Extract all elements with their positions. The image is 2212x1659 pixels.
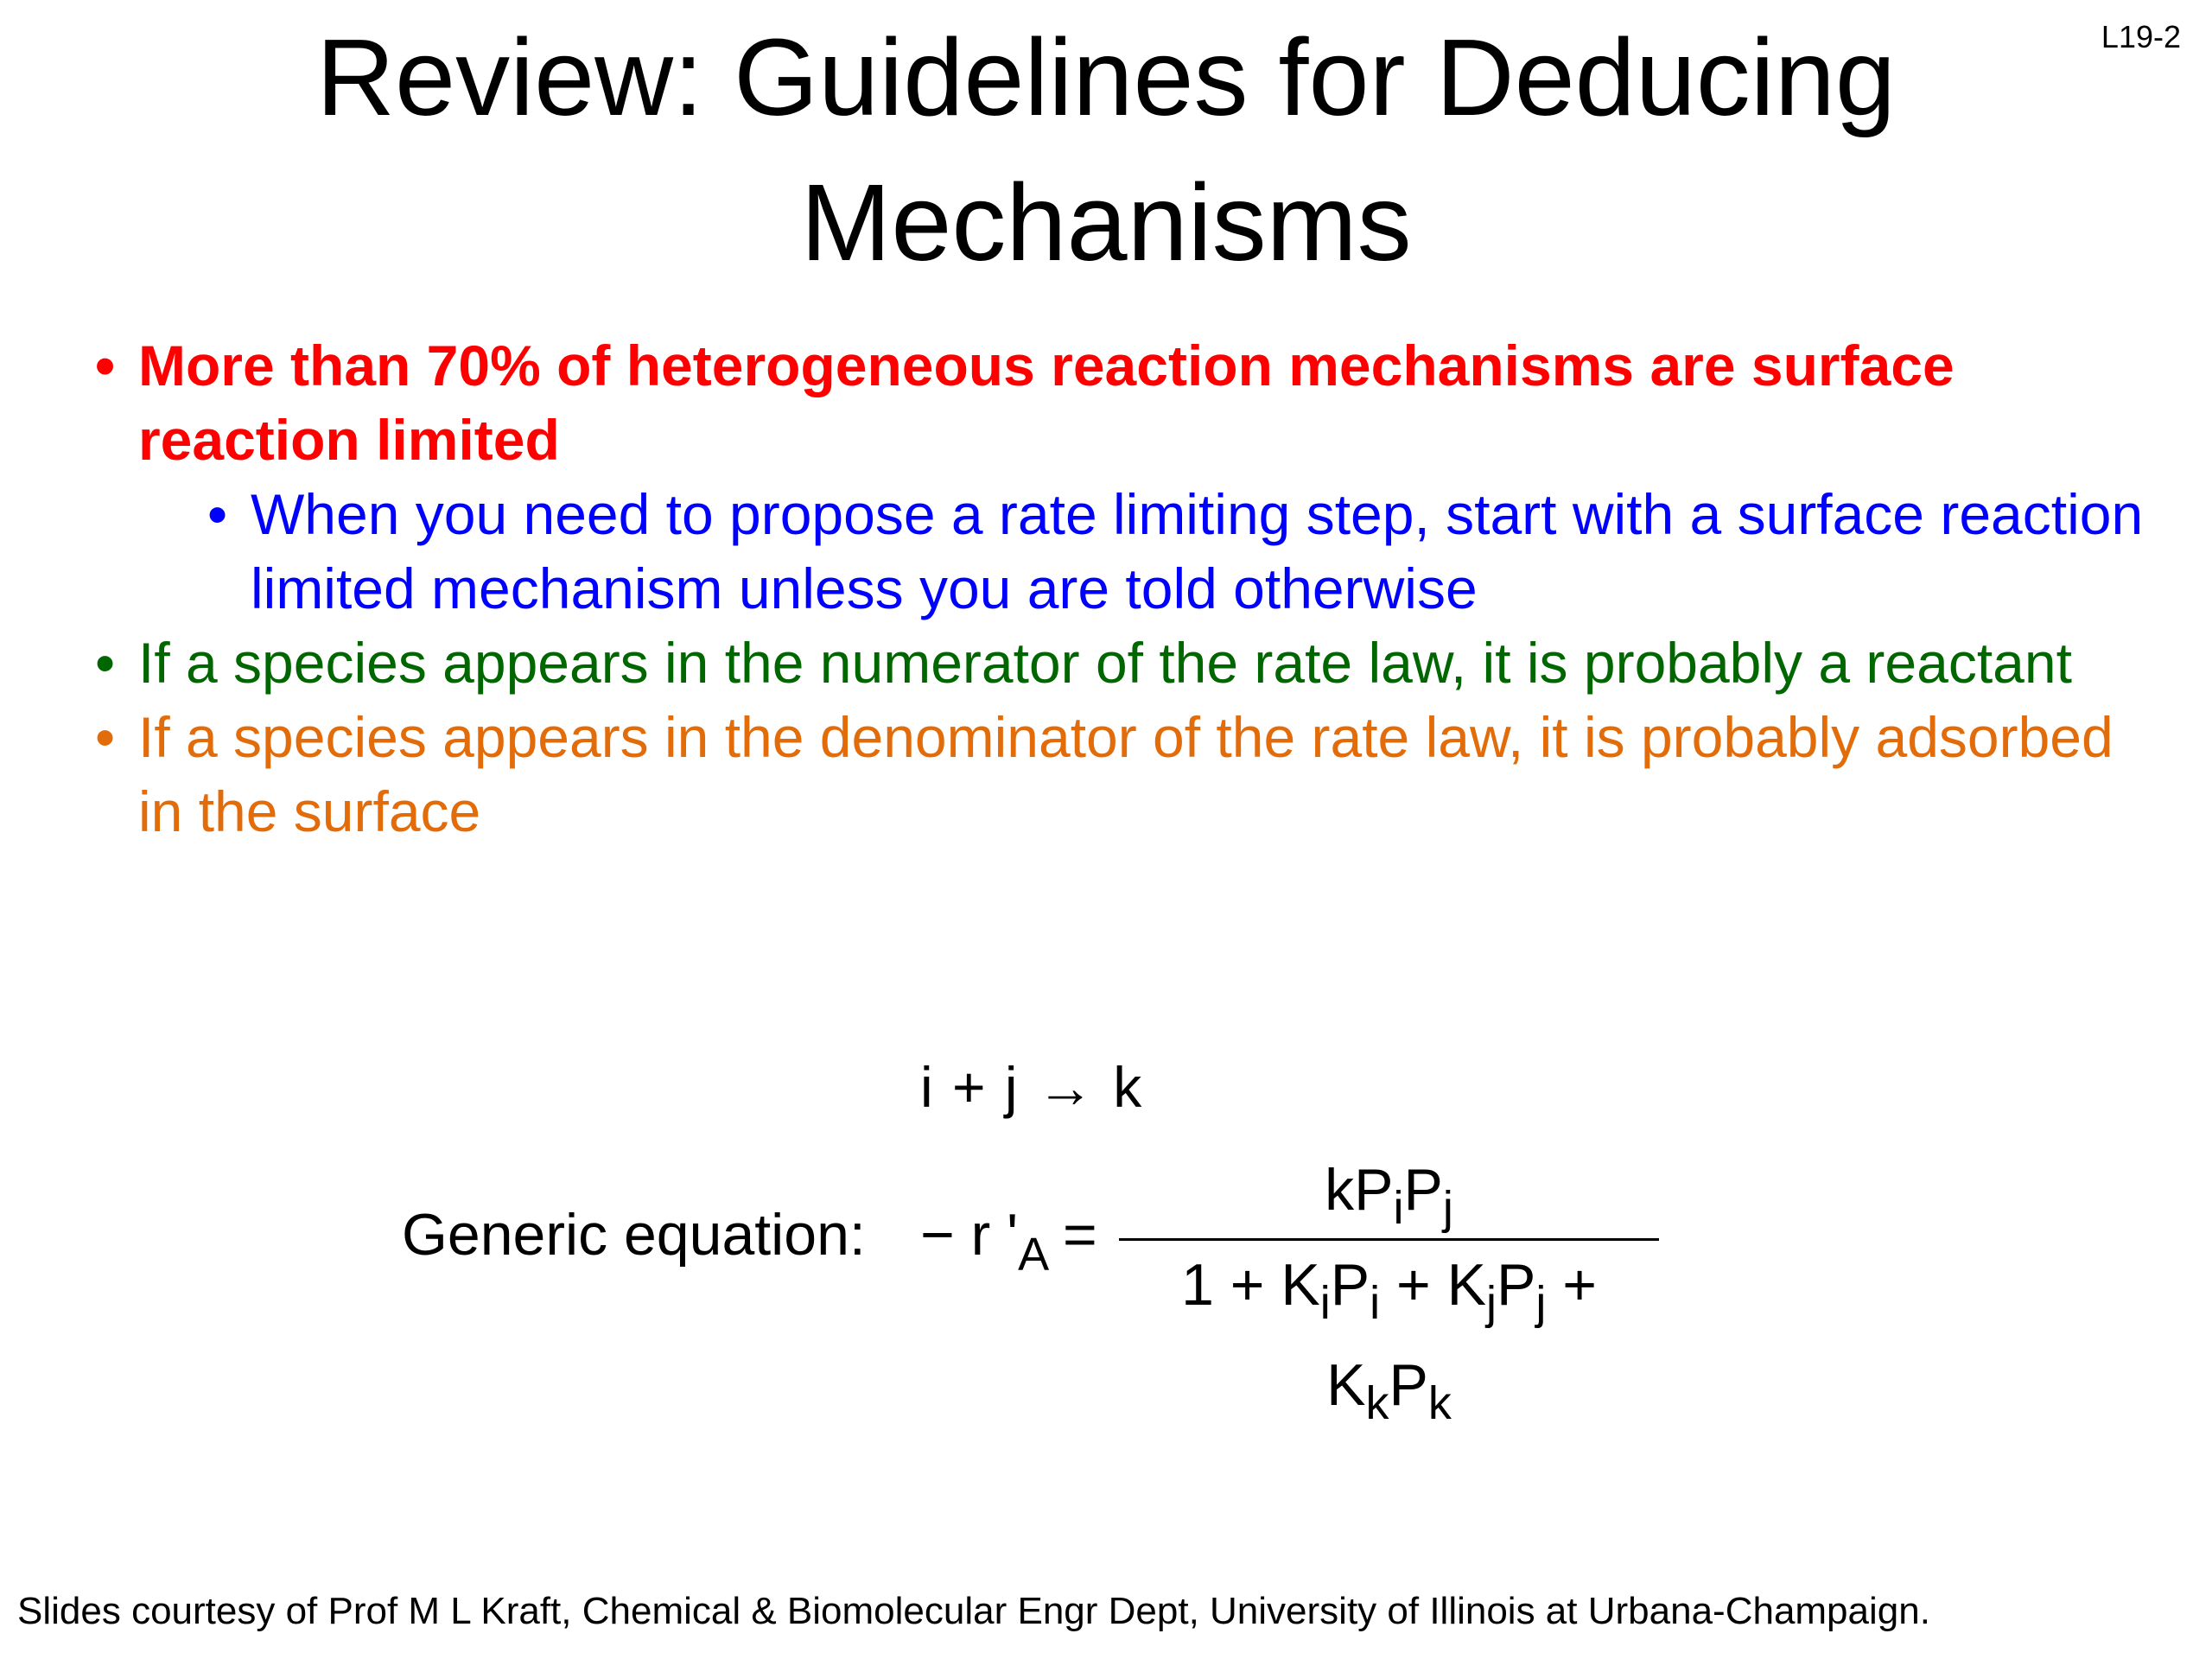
bullet-denominator-adsorbed: [95, 700, 2152, 849]
bullet-list: [95, 328, 2152, 849]
equation-lhs: − r '$_A$: [920, 1202, 1050, 1281]
bullet-surface-reaction-limited: [95, 328, 2152, 477]
sub-bullet-rate-limiting-step: [207, 477, 2152, 626]
bullet-marker: •: [95, 334, 116, 397]
slide-number: L19-2: [2101, 19, 2181, 54]
page-title: [0, 5, 2212, 296]
equation-label: Generic equation:: [402, 1202, 866, 1268]
rate-fraction: [1119, 1149, 1659, 1429]
generic-rate-equation: [402, 1149, 1681, 1429]
bullet-text: If a species appears in the numerator of the rate law, it is probably a reactant: [138, 631, 2072, 695]
bullet-marker: •: [95, 631, 116, 695]
bullet-text: More than 70% of heterogeneous reaction mechanisms are surface reaction limited: [138, 334, 1955, 472]
title-line-2: Mechanisms: [800, 162, 1412, 283]
fraction-bar: [1119, 1238, 1659, 1241]
title-line-1: Review: Guidelines for Deducing: [316, 16, 1896, 138]
footer-credit: Slides courtesy of Prof M L Kraft, Chemical & Biomolecular Engr Dept, University of Illinois at Urbana-Champaign.: [17, 1590, 1930, 1632]
fraction-numerator: $kP_iP_j$: [1325, 1157, 1453, 1234]
bullet-numerator-reactant: [95, 626, 2152, 700]
fraction-denominator: $1 + K_iP_i + K_jP_j + K_kP_k$: [1181, 1252, 1597, 1429]
bullet-text: If a species appears in the denominator of the rate law, it is probably adsorbed in the surface: [138, 705, 2113, 843]
bullet-marker: •: [207, 482, 228, 546]
equals-sign: =: [1063, 1202, 1097, 1268]
bullet-text: When you need to propose a rate limiting step, start with a surface reaction limited mechanism unless you are told otherwise: [251, 482, 2144, 620]
bullet-marker: •: [95, 705, 116, 769]
reaction-equation: i + j → k: [920, 1055, 1144, 1119]
